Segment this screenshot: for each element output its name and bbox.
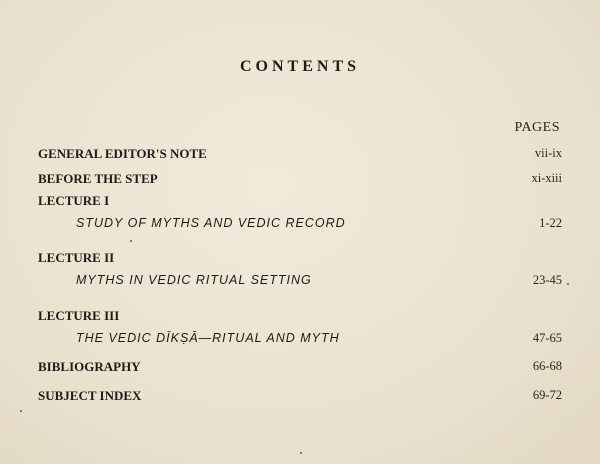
toc-entry-lecture-2	[38, 250, 562, 268]
toc-entry-label: LECTURE III	[38, 308, 120, 323]
toc-entry-general-editors-note	[38, 146, 562, 164]
toc-entry-label: STUDY OF MYTHS AND VEDIC RECORD	[76, 216, 346, 230]
toc-entry-pages: 23-45	[532, 273, 562, 287]
toc-entry-label: GENERAL EDITOR'S NOTE	[38, 146, 207, 161]
toc-entry-label: BEFORE THE STEP	[38, 171, 158, 186]
page-title: CONTENTS	[239, 58, 361, 75]
toc-entry-pages: 69-72	[532, 388, 562, 402]
toc-entry-label: THE VEDIC DĪKṢĀ—RITUAL AND MYTH	[76, 331, 340, 345]
toc-entry-myths-in-ritual	[38, 273, 562, 291]
toc-entry-pages: vii-ix	[534, 146, 562, 160]
paper-speck	[567, 283, 569, 285]
toc-entry-bibliography	[38, 359, 562, 377]
toc-entry-pages: 66-68	[532, 359, 562, 373]
pages-column-header: PAGES	[514, 120, 560, 135]
toc-entry-pages: xi-xiii	[531, 171, 562, 185]
toc-entry-vedic-diksa	[38, 331, 562, 349]
toc-entry-label: BIBLIOGRAPHY	[38, 359, 141, 374]
toc-entry-label: SUBJECT INDEX	[38, 388, 142, 403]
paper-speck	[20, 410, 22, 412]
toc-entry-lecture-3	[38, 308, 562, 326]
toc-entry-subject-index	[38, 388, 562, 406]
toc-entry-study-of-myths	[38, 216, 562, 234]
toc-entry-lecture-1	[38, 193, 562, 211]
toc-entry-label: LECTURE I	[38, 193, 110, 208]
toc-entry-pages: 47-65	[532, 331, 562, 345]
toc-entry-pages: 1-22	[539, 216, 562, 230]
toc-entry-before-the-step	[38, 171, 562, 189]
paper-speck	[300, 452, 302, 454]
toc-entry-label: MYTHS IN VEDIC RITUAL SETTING	[76, 273, 312, 287]
toc-entry-label: LECTURE II	[38, 250, 115, 265]
paper-speck	[130, 240, 132, 242]
